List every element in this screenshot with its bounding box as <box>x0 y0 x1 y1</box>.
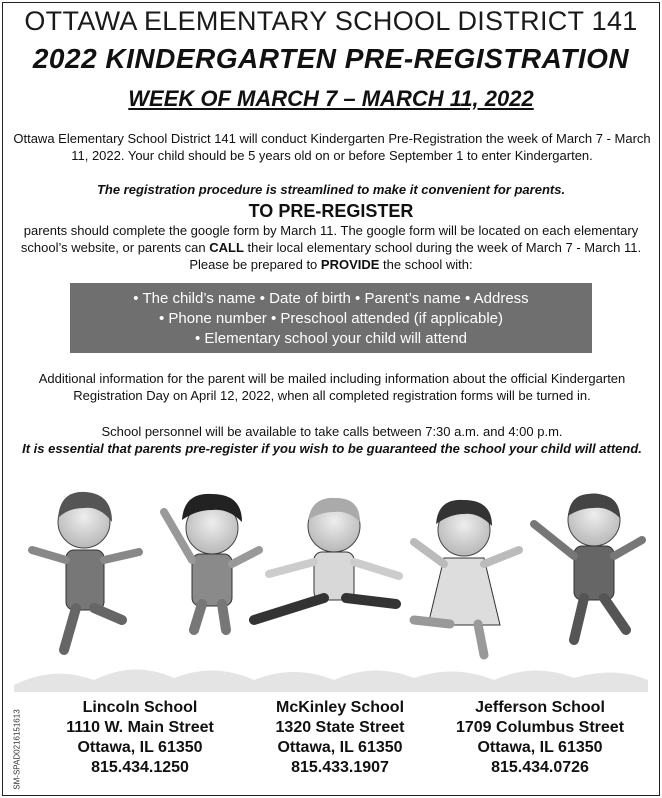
ad-code: SM-SPAD0216151613 <box>12 709 22 790</box>
school-phone: 815.434.1250 <box>91 759 189 776</box>
requirements-line-3: • Elementary school your child will attend <box>194 330 468 347</box>
streamlined-note: The registration procedure is streamlined to make it convenient for parents. <box>96 182 566 197</box>
school-name: McKinley School <box>275 699 405 716</box>
register-call: CALL <box>209 240 244 255</box>
requirements-line-2: • Phone number • Preschool attended (if applicable) <box>158 310 504 327</box>
school-street: 1320 State Street <box>275 719 405 736</box>
school-street: 1709 Columbus Street <box>455 719 625 736</box>
school-city: Ottawa, IL 61350 <box>77 739 203 756</box>
school-street: 1110 W. Main Street <box>66 719 214 736</box>
school-lincoln <box>40 698 240 778</box>
call-hours: School personnel will be available to take calls between 7:30 a.m. and 4:00 p.m. <box>101 424 563 439</box>
child-1-figure <box>32 492 139 650</box>
to-pre-register-heading: TO PRE-REGISTER <box>248 201 414 221</box>
child-5-figure <box>534 494 642 640</box>
school-phone: 815.433.1907 <box>291 759 389 776</box>
additional-info-paragraph: Additional information for the parent will be mailed including information about the official Kindergarten Registration Day on April 12, 2022, when all completed registration forms will be turned in. <box>38 371 626 403</box>
pre-registration-title: 2022 KINDERGARTEN PRE-REGISTRATION <box>32 43 630 74</box>
child-2-figure <box>164 494 259 630</box>
register-text-3: the school with: <box>379 257 473 272</box>
personnel-paragraph <box>12 423 652 457</box>
jumping-children-illustration <box>14 480 648 692</box>
intro-paragraph: Ottawa Elementary School District 141 will conduct Kindergarten Pre-Registration the week of March 7 - March 11, 2022. Your child should be 5 years old on or before September 1 to enter Kindergarten. <box>13 131 651 163</box>
school-jefferson <box>440 698 640 778</box>
week-heading: WEEK OF MARCH 7 – MARCH 11, 2022 <box>128 86 534 111</box>
register-text-2: their local elementary school during the week of March 7 - March 11. Please be prepared to <box>189 240 642 272</box>
school-city: Ottawa, IL 61350 <box>277 739 403 756</box>
school-phone: 815.434.0726 <box>491 759 589 776</box>
school-name: Jefferson School <box>475 699 605 716</box>
register-provide: PROVIDE <box>320 257 380 272</box>
requirements-box <box>70 283 592 353</box>
district-title: OTTAWA ELEMENTARY SCHOOL DISTRICT 141 <box>24 6 638 36</box>
school-name: Lincoln School <box>82 699 198 716</box>
school-mckinley <box>240 698 440 778</box>
register-text-1: parents should complete the google form by March 11. The google form will be located on each elementary school’s website, or parents can <box>20 223 639 255</box>
school-contacts <box>40 698 650 790</box>
school-city: Ottawa, IL 61350 <box>477 739 603 756</box>
register-instructions <box>16 222 646 273</box>
child-4-figure <box>414 500 519 655</box>
child-3-figure <box>254 498 399 620</box>
pre-register-emphasis: It is essential that parents pre-register if you wish to be guaranteed the school your child will attend. <box>22 441 642 456</box>
requirements-line-1: • The child’s name • Date of birth • Parent’s name • Address <box>133 290 529 307</box>
